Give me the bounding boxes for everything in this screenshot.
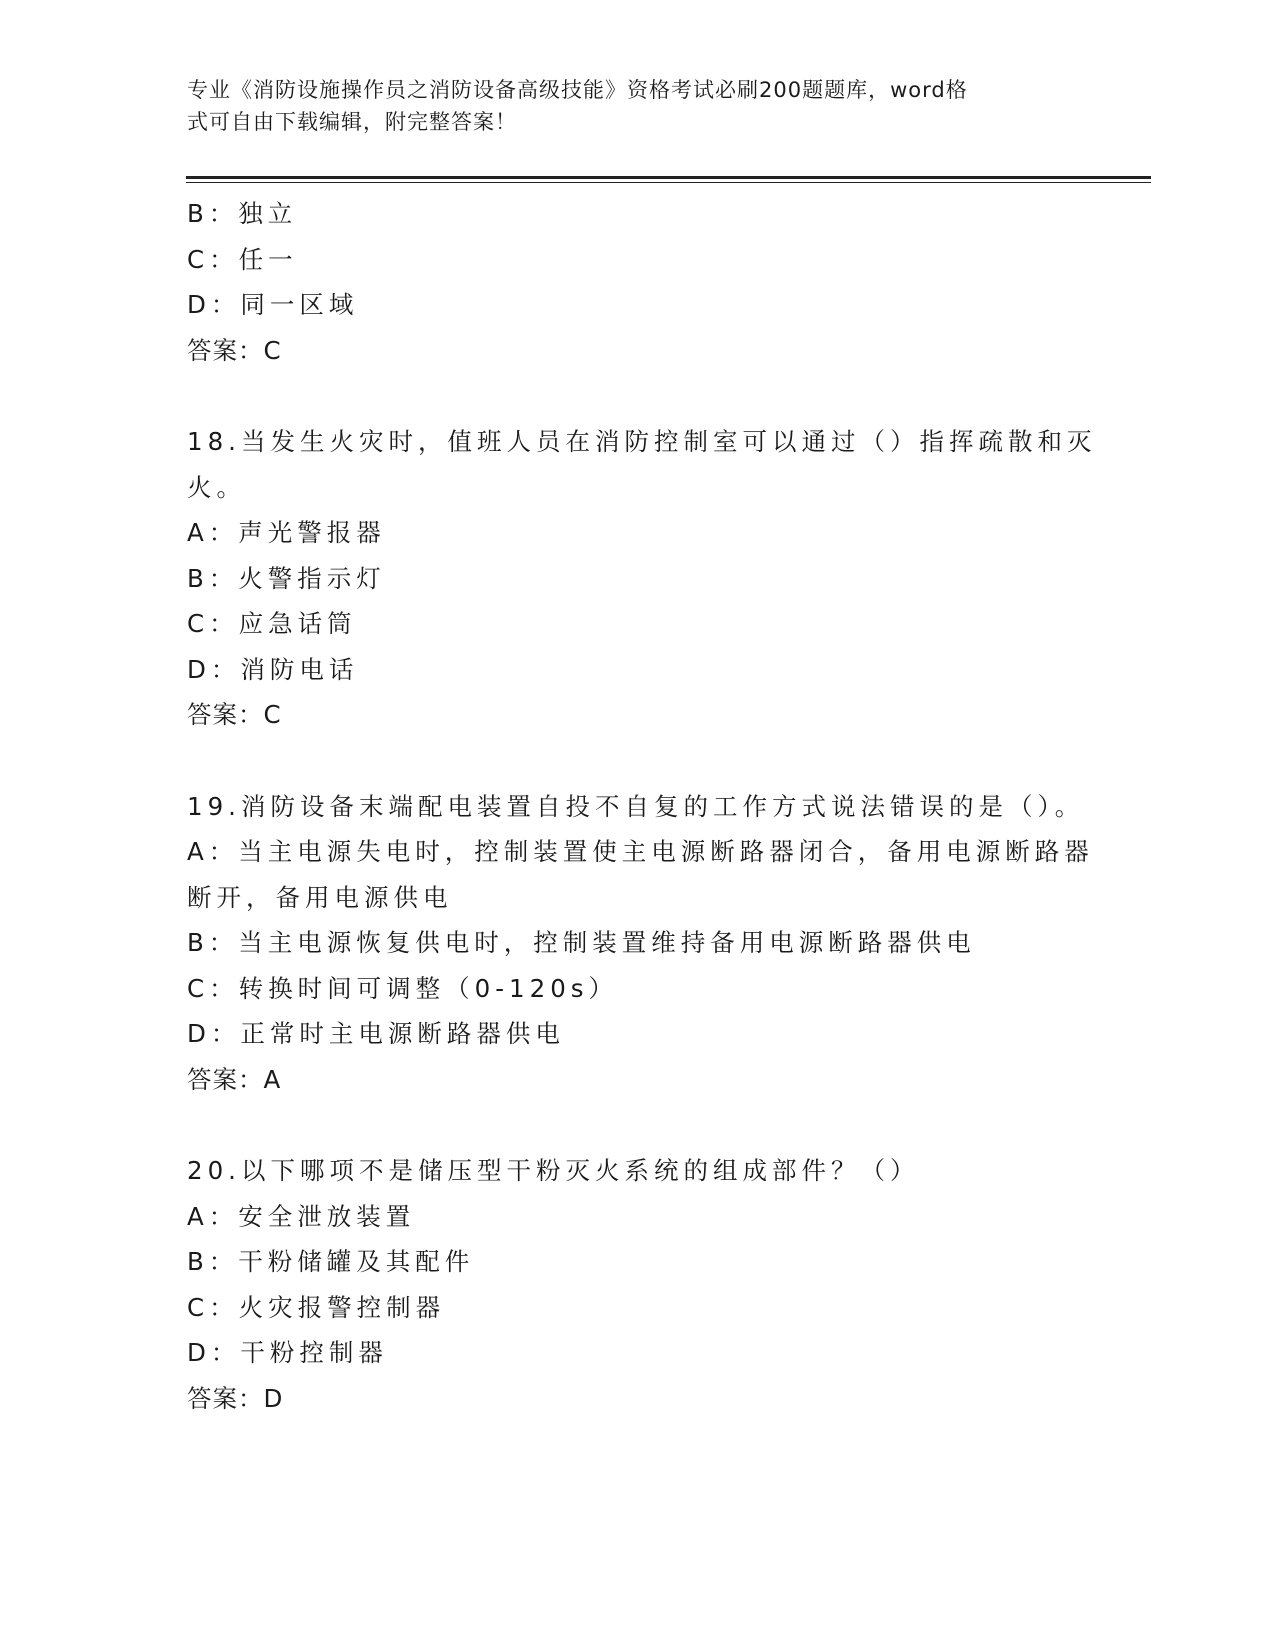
answer: 答案：C xyxy=(187,335,282,365)
option-a: A：安全泄放装置 xyxy=(187,1201,416,1231)
question-stem: 18.当发生火灾时，值班人员在消防控制室可以通过（）指挥疏散和灭 xyxy=(187,427,1097,456)
spacer xyxy=(187,1102,1087,1148)
question-19 xyxy=(187,784,1094,1103)
document-header xyxy=(187,74,1087,138)
option-a-continued: 断开，备用电源供电 xyxy=(187,882,453,912)
option-a: A：声光警报器 xyxy=(187,518,386,547)
header-divider-thin xyxy=(186,182,1151,183)
option-a: A：当主电源失电时，控制装置使主电源断路器闭合，备用电源断路器 xyxy=(187,837,1094,866)
answer: 答案：A xyxy=(187,1064,282,1094)
option-d: D：消防电话 xyxy=(187,654,359,684)
header-divider-thick xyxy=(186,176,1151,179)
option-b: B：独立 xyxy=(187,199,298,228)
option-c: C：应急话筒 xyxy=(187,609,357,638)
option-b: B：干粉储罐及其配件 xyxy=(187,1247,475,1276)
spacer xyxy=(187,373,1087,419)
question-stem-continued: 火。 xyxy=(187,472,246,502)
question-stem: 20.以下哪项不是储压型干粉灭火系统的组成部件？（） xyxy=(187,1156,920,1185)
spacer xyxy=(187,738,1087,784)
header-line-2: 式可自由下载编辑，附完整答案！ xyxy=(187,110,517,134)
option-c: C：火灾报警控制器 xyxy=(187,1292,446,1322)
question-stem: 19.消防设备末端配电装置自投不自复的工作方式说法错误的是（）。 xyxy=(187,791,1085,821)
document-body xyxy=(187,191,1097,1421)
option-d: D：干粉控制器 xyxy=(187,1338,388,1367)
option-d: D：同一区域 xyxy=(187,290,359,319)
option-c: C：转换时间可调整（0-120s） xyxy=(187,973,619,1003)
option-c: C：任一 xyxy=(187,244,298,274)
option-d: D：正常时主电源断路器供电 xyxy=(187,1019,565,1048)
question-20 xyxy=(187,1148,1087,1421)
question-18 xyxy=(187,419,1097,738)
answer: 答案：D xyxy=(187,1383,284,1413)
header-line-1: 专业《消防设施操作员之消防设备高级技能》资格考试必刷200题题库，word格 xyxy=(187,78,968,102)
option-b: B：当主电源恢复供电时，控制装置维持备用电源断路器供电 xyxy=(187,928,976,957)
question-17-tail xyxy=(187,191,1087,373)
answer: 答案：C xyxy=(187,700,282,729)
option-b: B：火警指示灯 xyxy=(187,563,386,593)
